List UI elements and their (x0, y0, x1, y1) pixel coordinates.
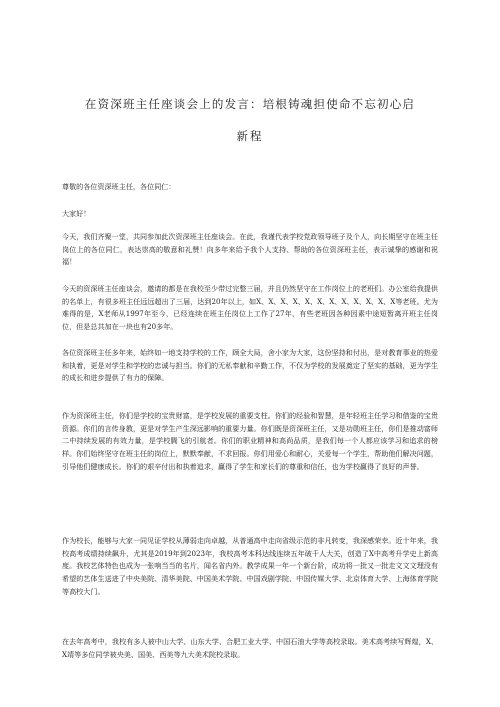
salutation (62, 181, 438, 194)
greeting (62, 208, 438, 221)
salutation-text: 尊敬的各位资深班主任，各位同仁： (62, 182, 176, 191)
paragraph-2 (62, 283, 438, 334)
paragraph-6 (62, 636, 438, 661)
paragraph-text: 各位资深班主任多年来，始终如一地支持学校的工作，顾全大局，舍小家为大家，这份坚持和付出，是对教育事业的热爱和执着，更是对学生和学校的忠诚与担当。你们的无私奉献和辛勤工作，不仅为学校的发展奠定了坚实的基础，更为学生的成长和进步提供了有力的保障。 (62, 348, 438, 383)
document-title-line-1: 在资深班主任座谈会上的发言：培根铸魂担使命不忘初心启 (84, 97, 416, 111)
paragraph-text: 今天，我们齐聚一堂，共同参加此次资深班主任座谈会。在此，我谨代表学校党政领导班子及个人，向长期坚守在班主任岗位上的各位同仁，表达崇高的敬意和礼赞！向多年来给予我个人支持、帮助的各位资深班主任，表示诚挚的感谢和祝福！ (62, 232, 438, 267)
paragraph-text: 在去年高考中，我校有多人被中山大学、山东大学、合肥工业大学、中国石油大学等高校录取。美术高考续写辉煌，X、X靖等多位同学被央美、国美、西美等九大美术院校录取。 (62, 637, 438, 659)
paragraph-text: 作为资深班主任，你们是学校的宝贵财富，是学校发展的重要支柱。你们的经验和智慧，是年轻班主任学习和借鉴的宝贵资源。你们的言传身教，更是对学生产生深远影响的重要力量。你们既是资深班主任，又是功勋班主任，你们是推动富师二中持续发展的有效力量，是学校腾飞的引航者。你们的职业精神和高尚品质，是我们每一个人都应该学习和追求的榜样。你们始终坚守在班主任的岗位上，默默奉献，不求回报。你们用爱心和耐心，关爱每一个学生，帮助他们解决问题，引导他们健康成长。你们的艰辛付出和执着追求，赢得了学生和家长们的尊重和信任，也为学校赢得了良好的声誉。 (62, 411, 438, 471)
greeting-text: 大家好！ (62, 209, 91, 218)
paragraph-3 (62, 347, 438, 385)
paragraph-5 (62, 535, 438, 599)
paragraph-1 (62, 231, 438, 269)
document-title-line-2: 新程 (236, 129, 264, 143)
paragraph-text: 今天的资深班主任座谈会，邀请的都是在我校至少带过完整三届，并且仍然坚守在工作岗位上的老班们。办公室给我提供的名单上，有很多班主任远远超出了三届，达到20年以上，如X、X、X、X、X、X、X、X、X、X、X、X等老班。尤为难得的是，X老师从1997年至今，已经连续在班主任岗位上工作了27年，有些老班因各种因素中途短暂离开班主任岗位，但是总共加在一块也有20多年。 (62, 284, 438, 332)
paragraph-text: 作为校长，能够与大家一同见证学校从薄弱走向卓越，从普通高中走向省级示范的非凡转变，我深感荣幸。近十年来，我校高考成绩持续飙升，尤其是2019年到2023年，我校高考本科达线连续五年破千人大关，创造了X中高考升学史上新高度。我校艺体特色也成为一张响当当的名片，闻名省内外。教学成果一年一个新台阶，成功将一批又一批走文文文理没有希望的艺体生送进了中央美院、清华美院、中国美术学院、中国戏剧学院、中国传媒大学、北京体育大学、上海体育学院等高校大门。 (62, 536, 438, 596)
paragraph-4 (62, 410, 438, 474)
